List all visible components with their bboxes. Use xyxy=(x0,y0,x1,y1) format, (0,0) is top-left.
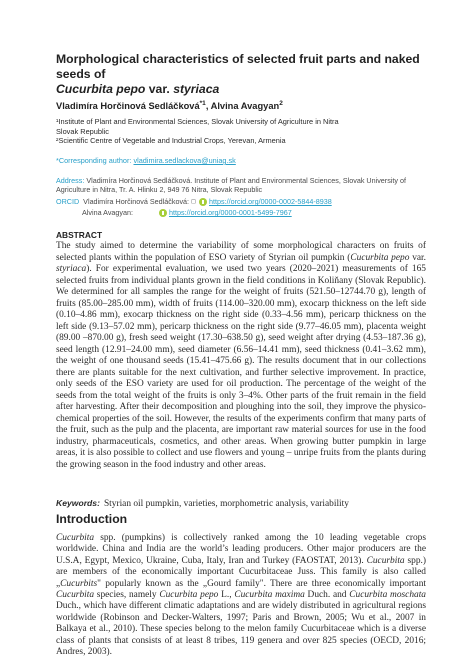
affiliation-1-country: Slovak Republic xyxy=(56,126,109,136)
intro-text-2: spp.) are members of the economically important Cucurbitaceae Juss. This family is also called „ xyxy=(56,555,426,589)
address-label: Address: xyxy=(56,176,85,185)
intro-species-pepo: Cucurbita pepo xyxy=(159,590,219,601)
intro-species-maxima: Cucurbita maxima xyxy=(234,590,305,601)
introduction-text xyxy=(56,533,426,658)
keywords-text: Styrian oil pumpkin, varieties, morphometric analysis, variability xyxy=(103,499,349,509)
abstract-body: ). For experimental evaluation, we used two years (2020–2021) measurements of 165 selected fruits from individual plants grown in the field conditions in Koliňany (Slovak Republic). We determined for all samples the range for the weight of fruits (521.50–12744.70 g), length of fruits (85.00–285.00 mm), width of fruits (114.00–320.00 mm), exocarp thickness on the left side (0.10–4.86 mm), exocarp thickness on the right side (0.33–4.56 mm), pericarp thickness on the left side (9.13–57.02 mm), pericarp thickness on the right side (9.77–46.05 mm), placenta weight (89.00 –870.00 g), fresh seed weight (17.30–638.50 g), seed weight after drying (4.53–187.36 g), seed length (12.91–24.00 mm), seed diameter (6.56–14.41 mm), seed thickness (0.41–3.62 mm), the weight of one thousand seeds (15.41–475.66 g). The results document that in our collections there are plants suitable for the next cultivation, and further selective improvement. In practice, only seeds of the ESO variety are used for oil production. The percentage of the weight of the seeds from the total weight of the fruits is only 3–4%. Other parts of the fruit remain in the field after harvesting. After their decomposition and ploughing into the soil, they improve the physico-chemical properties of the soil. However, the results of the experiments confirm that many parts of the fruit, such as the pulp and the placenta, are important raw material sources for use in the food industry, pharmaceuticals, cosmetics, and other areas. When growing butter pumpkin in large areas, it is also possible to collect and use flowers and young – unripe fruits from the plants during the growing season in the food industry and other areas. xyxy=(56,264,426,470)
orcid-mark-icon: ◻ xyxy=(191,199,197,205)
orcid-link-1[interactable]: https://orcid.org/0000-0002-5844-8938 xyxy=(209,197,332,206)
keywords-label: Keywords: xyxy=(56,498,100,508)
title-text: Morphological characteristics of selected fruit parts and naked seeds of xyxy=(56,52,420,81)
orcid-icon xyxy=(199,198,207,206)
corresponding-email-link[interactable]: vladimira.sedlackova@uniag.sk xyxy=(133,156,236,165)
corresponding-author xyxy=(56,156,236,165)
author-1: Vladimíra Horčinová Sedláčková xyxy=(56,101,200,112)
author-list xyxy=(56,100,283,111)
orcid-row-1 xyxy=(56,197,332,206)
title-species: Cucurbita pepo xyxy=(56,82,146,96)
introduction-heading: Introduction xyxy=(56,512,128,526)
affiliations xyxy=(56,117,426,146)
corresponding-label: *Corresponding author: xyxy=(56,156,134,165)
title-variety: styriaca xyxy=(173,82,220,96)
affiliation-1: ¹Institute of Plant and Environmental Sciences, Slovak University of Agriculture in Nitra xyxy=(56,117,339,126)
orcid-name-2: Alvina Avagyan: xyxy=(82,208,134,217)
intro-cucurbits: Cucurbits xyxy=(60,578,98,589)
abstract-sentence: The study aimed to determine the variability of some morphological characters on fruits of selected plants within the population of ESO variety of Styrian oil pumpkin ( xyxy=(56,241,426,263)
intro-text-7: Duch., which have different climatic adaptations and are widely distributed in agricultural regions worldwide (Robinson and Decker-Walters, 1997; Paris and Brown, 2005; Wu et al., 2007 in Balkaya et al., 2010). These species belong to the melon family Cucurbitaceae which is a diverse class of plants that consists of at least 8 tribes, 119 genera and over 825 species (OECD, 2016; Andres, 2003). xyxy=(56,601,426,658)
intro-text-1: spp. (pumpkins) is collectively ranked among the 10 leading vegetable crops worldwide. China and India are the world’s leading producers. Other major producers are the U.S.A, Egypt, Mexico, Ukraine, Cuba, Italy, Iran and Turkey (FAOSTAT, 2013). xyxy=(56,533,426,566)
address-text: Vladimíra Horčinová Sedláčková. Institute of Plant and Environmental Sciences, Slovak University of Agriculture in Nitra, Tr. A. Hlinku 2, 949 76 Nitra, Slovak Republic xyxy=(56,176,406,195)
abstract-species: Cucurbita pepo xyxy=(350,252,410,263)
orcid-link-2[interactable]: https://orcid.org/0000-0001-5499-7967 xyxy=(169,208,292,217)
author-address xyxy=(56,176,428,195)
title-var: var. xyxy=(145,82,174,96)
orcid-icon xyxy=(159,209,167,217)
intro-text-4: species, namely xyxy=(94,590,160,601)
orcid-name-1: Vladimíra Horčinová Sedláčková: xyxy=(83,197,190,206)
abstract-text xyxy=(56,241,426,471)
abstract-heading: ABSTRACT xyxy=(56,230,103,240)
author-2-mark: 2 xyxy=(279,100,283,107)
keywords xyxy=(56,498,426,509)
intro-genus: Cucurbita xyxy=(56,590,95,601)
intro-genus: Cucurbita xyxy=(56,533,95,543)
intro-text-5: L., xyxy=(218,590,235,601)
abstract-var: var. xyxy=(409,252,427,263)
abstract-variety: styriaca xyxy=(56,264,87,274)
orcid-row-2 xyxy=(56,208,292,217)
paper-title xyxy=(56,52,436,97)
orcid-label: ORCID xyxy=(56,197,80,206)
affiliation-2: ²Scientific Centre of Vegetable and Industrial Crops, Yerevan, Armenia xyxy=(56,136,286,146)
author-1-mark: *1 xyxy=(199,100,206,107)
intro-genus: Cucurbita xyxy=(366,555,405,566)
intro-text-3: " popularly known as the „Gourd family". There are three economically important xyxy=(97,578,426,589)
intro-species-moschata: Cucurbita moschata xyxy=(349,590,426,601)
author-2: , Alvina Avagyan xyxy=(205,101,280,112)
intro-text-6: Duch. and xyxy=(304,590,350,601)
